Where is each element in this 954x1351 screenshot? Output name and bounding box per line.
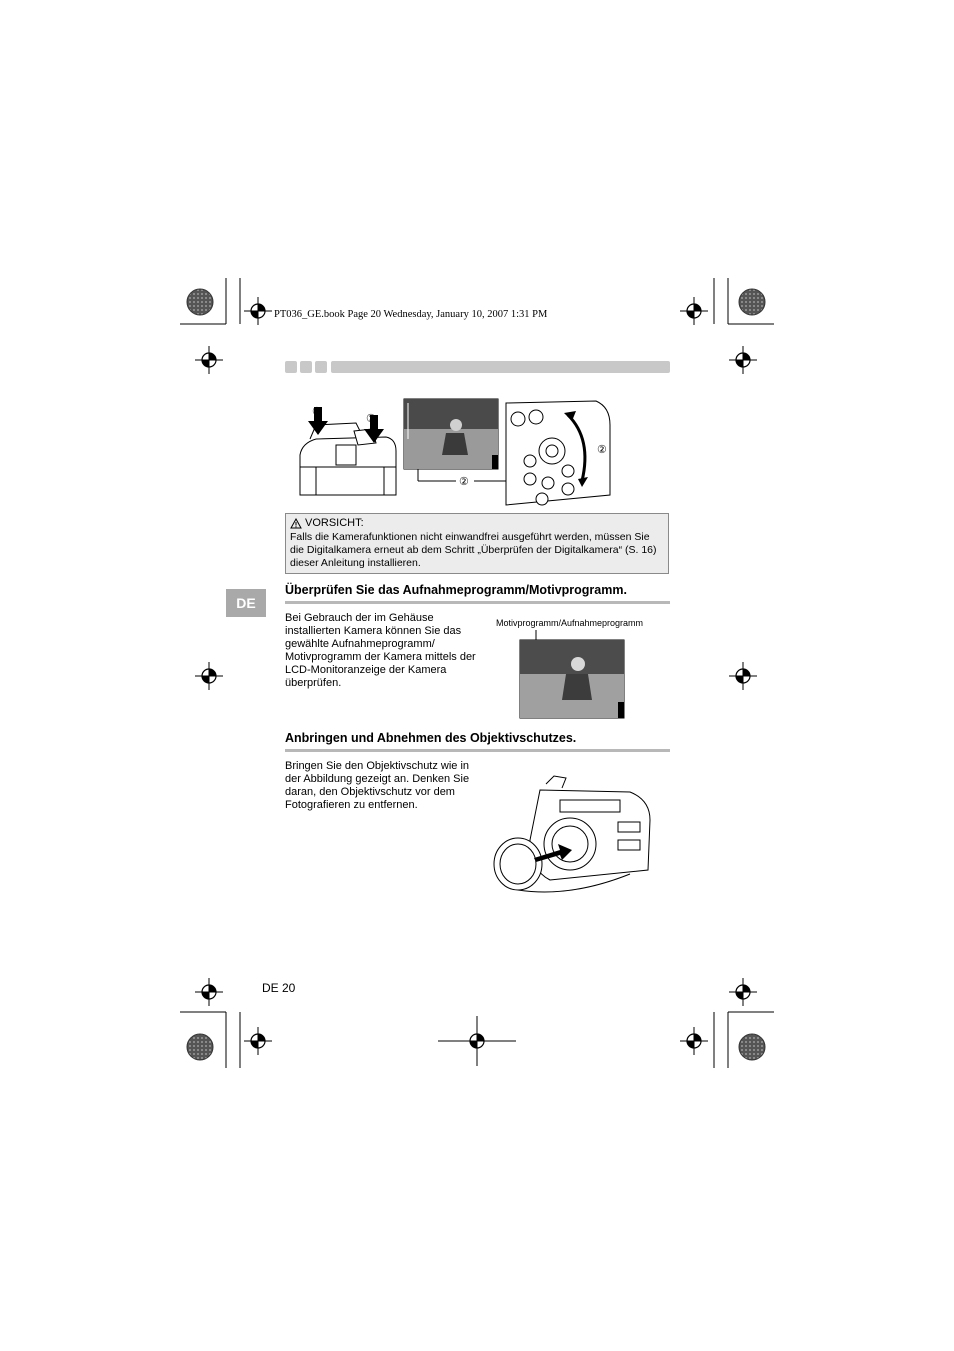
section1-title: Überprüfen Sie das Aufnahmeprogramm/Motivprogramm. — [285, 583, 627, 597]
caution-title: VORSICHT: — [305, 517, 364, 529]
bar-square — [315, 361, 327, 373]
lens-cap-illustration — [490, 770, 655, 900]
callout-3: ③ — [312, 406, 322, 418]
section1-rule — [285, 601, 670, 604]
bar-square — [300, 361, 312, 373]
book-header-line: PT036_GE.book Page 20 Wednesday, January 10, 2007 1:31 PM — [274, 309, 548, 320]
mode-caption: Motivprogramm/Aufnahmeprogramm — [496, 618, 644, 628]
section1-body: Bei Gebrauch der im Gehäuse installierten Kamera können Sie das gewählte Aufnahmeprogramm/ Motivprogramm der Kamera mittels der LCD-Monitoranzeige der Kamera überprüfen. — [285, 612, 476, 689]
callout-2-lower: ② — [459, 476, 469, 488]
caution-box — [285, 513, 669, 574]
language-tab: DE — [226, 589, 266, 617]
bar-long — [331, 361, 670, 373]
lcd-mode-photo — [518, 628, 628, 720]
section2-body: Bringen Sie den Objektivschutz wie in der Abbildung gezeigt an. Denken Sie daran, den Objektivschutz vor dem Fotografieren zu entfernen. — [285, 760, 470, 811]
caution-title-row — [290, 517, 664, 530]
bar-square — [285, 361, 297, 373]
camera-controls-illustration — [296, 395, 616, 510]
warning-triangle-icon — [290, 518, 302, 529]
page-number: DE 20 — [262, 981, 296, 995]
caution-body: Falls die Kamerafunktionen nicht einwandfrei ausgeführt werden, müssen Sie die Digitalkamera erneut ab dem Schritt „Überprüfen der Digitalkamera“ (S. 16) dieser Anleitung installieren. — [290, 531, 657, 569]
lcd-screen-photo — [404, 399, 498, 469]
callout-1: ① — [366, 413, 376, 425]
callout-2-right: ② — [597, 444, 607, 456]
section2-rule — [285, 749, 670, 752]
section2-title: Anbringen und Abnehmen des Objektivschutzes. — [285, 731, 577, 745]
